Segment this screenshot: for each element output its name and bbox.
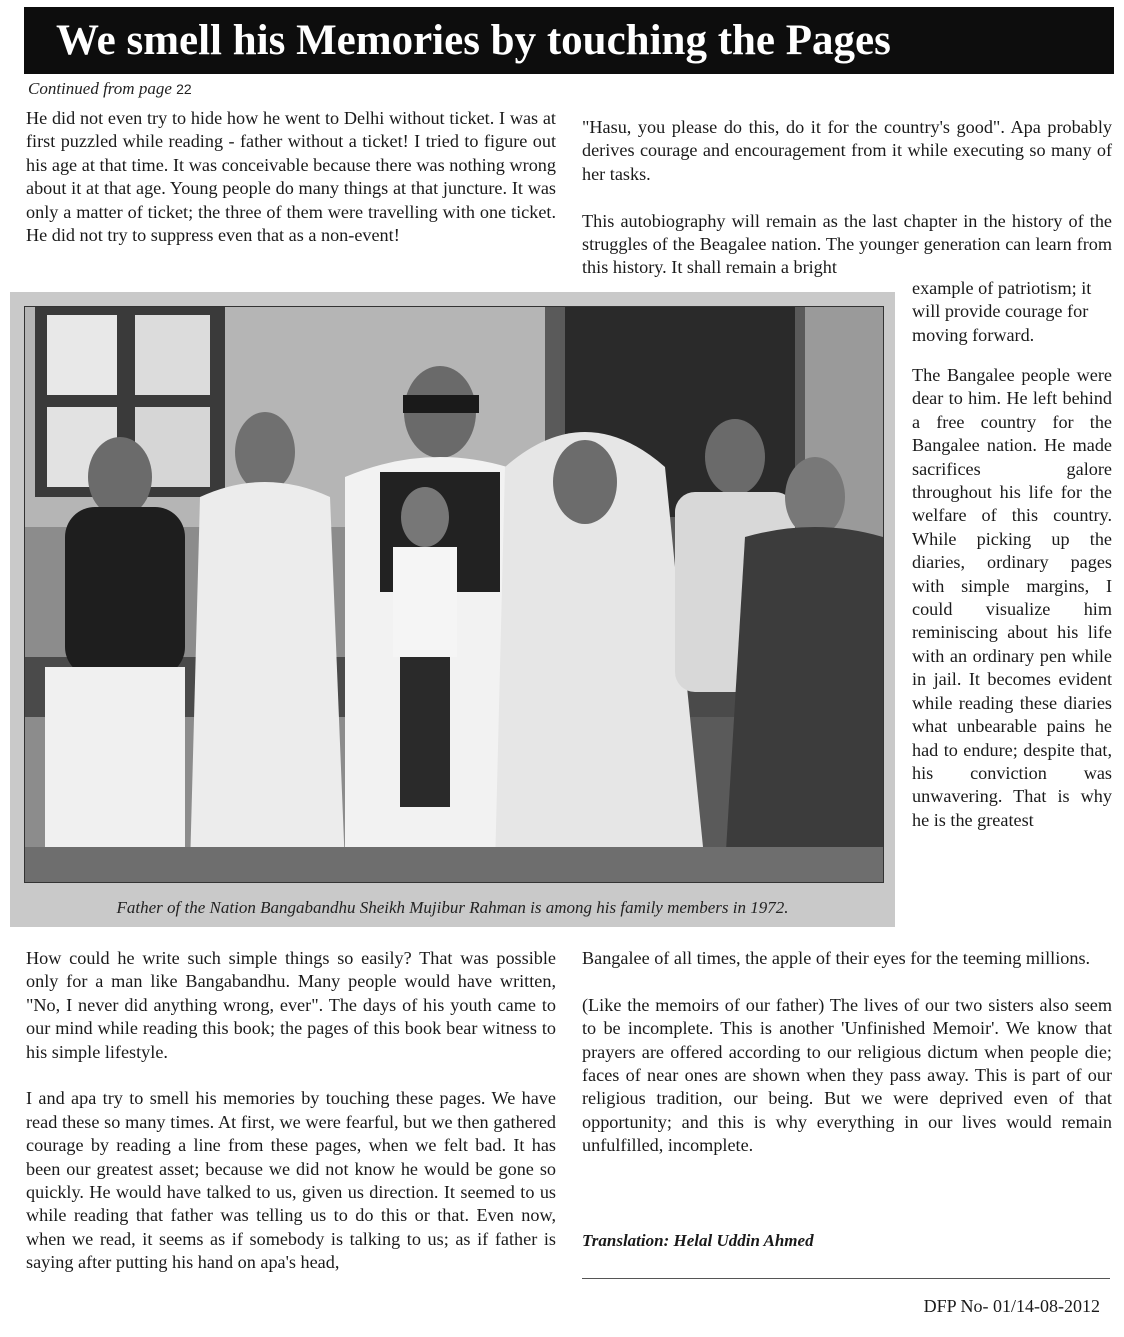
photo-caption: Father of the Nation Bangabandhu Sheikh Mujibur Rahman is among his family members in 1972. <box>116 898 789 917</box>
footer-divider <box>582 1278 1110 1279</box>
paragraph: How could he write such simple things so easily? That was possible only for a man like Bangabandhu. Many people would have written, "No, I never did anything wrong, ever". The days of his youth came to our mind while reading this book; the pages of this book bear witness to his simple lifestyle. <box>26 948 556 1062</box>
article-title: We smell his Memories by touching the Pages <box>24 7 1114 74</box>
continued-note <box>28 79 192 99</box>
column-wrap-top <box>912 277 1112 347</box>
paragraph: Bangalee of all times, the apple of their eyes for the teeming millions. <box>582 948 1091 968</box>
continued-page-number: 22 <box>176 81 192 97</box>
paragraph: I and apa try to smell his memories by touching these pages. We have read these so many times. At first, we were fearful, but we then gathered courage by reading a line from these pages, when we felt bad. It has been our greatest asset; because we did not know he would be gone so quickly. He would have talked to us, given us direction. It seemed to us while reading that father was telling us to do this or that. Even now, when we read, it seems as if somebody is talking to us; as if father is saying after putting his hand on apa's head, <box>26 1088 556 1273</box>
continued-label: Continued from page <box>28 79 172 98</box>
paragraph: The Bangalee people were dear to him. He left behind a free country for the Bangalee nation. He made sacrifices galore throughout his life for the welfare of this country. While picking up the diaries, ordinary pages with simple margins, I could visualize him reminiscing about his life with an ordinary pen while in jail. It becomes evident while reading these diaries what unbearable pains he had to endure; despite that, his conviction was unwavering. That is why he is the greatest <box>912 365 1112 830</box>
photo-illustration <box>25 307 883 882</box>
column-wrap-beside-photo <box>912 364 1112 832</box>
paragraph: He did not even try to hide how he went to Delhi without ticket. I was at first puzzled while reading - father without a ticket! I tried to figure out his age at that time. It was conceivable because there was nothing wrong about it at that age. Young people do many things at that juncture. It was only a matter of ticket; the three of them were travelling with one ticket. He did not try to suppress even that as a non-event! <box>26 108 556 246</box>
paragraph: example of patriotism; it will provide courage for moving forward. <box>912 278 1092 345</box>
paragraph: "Hasu, you please do this, do it for the country's good". Apa probably derives courage and encouragement from it while executing so many of her tasks. <box>582 117 1112 184</box>
column-top-right <box>582 116 1112 280</box>
paragraph: This autobiography will remain as the last chapter in the history of the struggles of the Beagalee nation. The younger generation can learn from this history. It shall remain a bright <box>582 210 1112 278</box>
translation-credit: Translation: Helal Uddin Ahmed <box>582 1231 814 1250</box>
paragraph: (Like the memoirs of our father) The lives of our two sisters also seem to be incomplete. This is another 'Unfinished Memoir'. We know that prayers are offered according to our religious dictum when people die; faces of near ones are shown when they pass away. This is part of our religious tradition, our being. But we were deprived even of that opportunity; and this is why everything in our lives would remain unfulfilled, incomplete. <box>582 994 1112 1156</box>
column-bottom-left <box>26 947 556 1275</box>
column-top-left <box>26 107 556 247</box>
column-bottom-right <box>582 947 1112 1158</box>
dfp-number: DFP No- 01/14-08-2012 <box>923 1296 1100 1316</box>
photo-frame <box>10 292 895 927</box>
family-photo <box>24 306 884 883</box>
